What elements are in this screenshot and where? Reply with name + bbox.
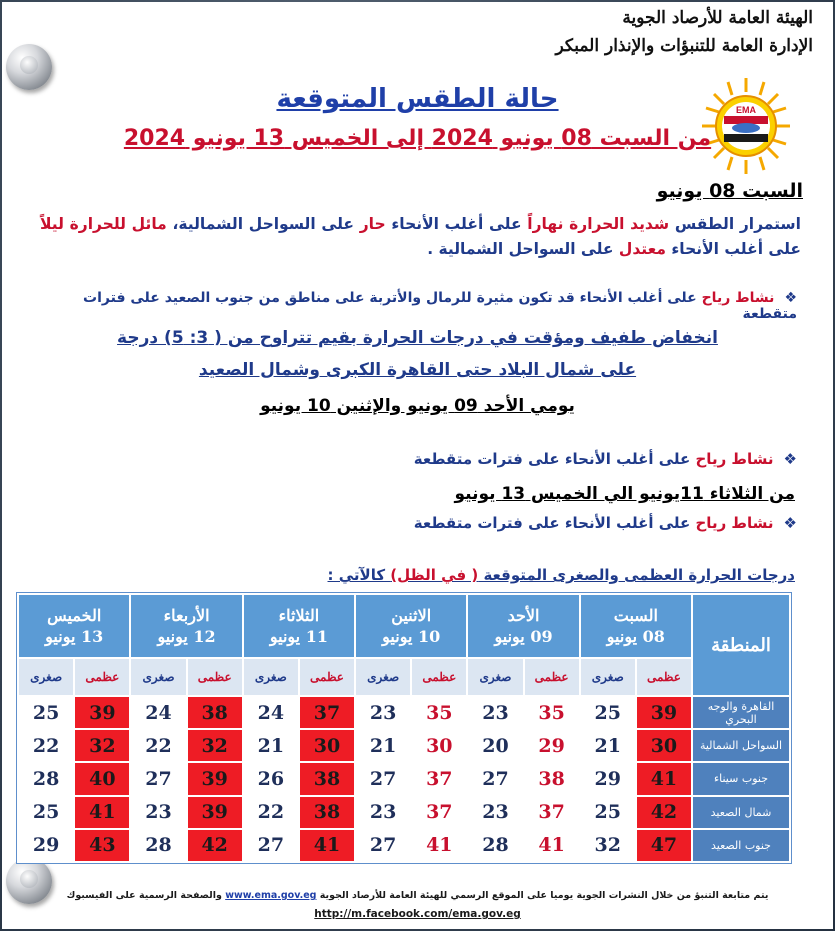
day2-wind-bullet: ❖نشاط رياح على أغلب الأنحاء على فترات متقطعة xyxy=(413,450,797,468)
region-name: السواحل الشمالية xyxy=(693,730,789,761)
max-temp-cell: 39 xyxy=(188,797,242,828)
min-temp-cell: 27 xyxy=(131,763,185,794)
max-temp-cell: 29 xyxy=(525,730,579,761)
pushpin-icon xyxy=(6,858,52,904)
max-temp-cell: 35 xyxy=(412,697,466,728)
day-column-header xyxy=(244,595,354,657)
min-temp-cell: 23 xyxy=(356,697,410,728)
max-temp-cell: 37 xyxy=(300,697,354,728)
temperature-drop-line2: على شمال البلاد حتى القاهرة الكبرى وشمال الصعيد xyxy=(198,360,637,380)
min-temp-cell: 28 xyxy=(468,830,522,861)
max-temp-cell: 32 xyxy=(75,730,129,761)
forecast-period: من السبت 08 يونيو 2024 إلى الخميس 13 يونيو 2024 xyxy=(123,126,712,151)
temperature-drop-line1: انخفاض طفيف ومؤقت في درجات الحرارة بقيم تتراوح من ( 3: 5) درجة xyxy=(117,328,718,348)
website-link[interactable]: www.ema.gov.eg xyxy=(225,890,317,901)
max-temp-header: عظمى xyxy=(637,659,691,695)
day-date: 08 يونيو xyxy=(606,627,665,646)
max-temp-cell: 39 xyxy=(188,763,242,794)
max-temp-cell: 38 xyxy=(300,797,354,828)
table-row xyxy=(19,797,789,828)
max-temp-cell: 42 xyxy=(188,830,242,861)
min-temp-cell: 20 xyxy=(468,730,522,761)
footer-note: يتم متابعة التنبؤ من خلال النشرات الجوية يوميا على الموقع الرسمي للهيئة العامة للأرصاد الجوية www.ema.gov.eg والصفحة الرسمية على الفيسبوك xyxy=(66,890,769,901)
min-temp-cell: 22 xyxy=(19,730,73,761)
min-temp-cell: 24 xyxy=(131,697,185,728)
min-temp-header: صغرى xyxy=(244,659,298,695)
table-row xyxy=(19,830,789,861)
min-temp-cell: 21 xyxy=(581,730,635,761)
day-date: 13 يونيو xyxy=(45,627,104,646)
max-temp-header: عظمى xyxy=(300,659,354,695)
region-name: القاهرة والوجه البحري xyxy=(693,697,789,728)
region-name: جنوب سيناء xyxy=(693,763,789,794)
min-temp-cell: 27 xyxy=(356,763,410,794)
diamond-bullet-icon: ❖ xyxy=(783,450,797,468)
max-temp-cell: 37 xyxy=(412,763,466,794)
max-temp-cell: 38 xyxy=(188,697,242,728)
max-temp-cell: 35 xyxy=(525,697,579,728)
max-temp-cell: 41 xyxy=(637,763,691,794)
min-temp-cell: 22 xyxy=(244,797,298,828)
region-name: جنوب الصعيد xyxy=(693,830,789,861)
day2-heading: يومي الأحد 09 يونيو والإثنين 10 يونيو xyxy=(260,396,575,416)
min-temp-cell: 26 xyxy=(244,763,298,794)
min-temp-cell: 32 xyxy=(581,830,635,861)
day-column-header xyxy=(468,595,578,657)
day-name: الاثنين xyxy=(391,606,432,625)
min-temp-cell: 25 xyxy=(581,797,635,828)
min-temp-header: صغرى xyxy=(581,659,635,695)
max-temp-cell: 41 xyxy=(525,830,579,861)
temperature-table xyxy=(17,593,791,863)
min-temp-cell: 25 xyxy=(581,697,635,728)
logo-text: EMA xyxy=(736,105,756,115)
max-temp-cell: 30 xyxy=(412,730,466,761)
min-temp-header: صغرى xyxy=(19,659,73,695)
day-name: الأربعاء xyxy=(163,606,210,625)
day-date: 09 يونيو xyxy=(494,627,553,646)
max-temp-cell: 47 xyxy=(637,830,691,861)
min-temp-cell: 29 xyxy=(19,830,73,861)
day-column-header xyxy=(581,595,691,657)
min-temp-cell: 25 xyxy=(19,797,73,828)
day-date: 11 يونيو xyxy=(269,627,328,646)
day-name: الأحد xyxy=(507,606,540,625)
min-temp-header: صغرى xyxy=(468,659,522,695)
table-caption: درجات الحرارة العظمى والصغرى المتوقعة ( في الظل) كالآتي : xyxy=(327,566,795,584)
day-date: 10 يونيو xyxy=(382,627,441,646)
day-column-header xyxy=(131,595,241,657)
min-temp-cell: 24 xyxy=(244,697,298,728)
day-date: 12 يونيو xyxy=(157,627,216,646)
table-row xyxy=(19,697,789,728)
temperature-table-container xyxy=(16,592,792,864)
min-temp-header: صغرى xyxy=(356,659,410,695)
min-temp-cell: 21 xyxy=(244,730,298,761)
max-temp-cell: 39 xyxy=(75,697,129,728)
max-temp-cell: 37 xyxy=(412,797,466,828)
min-temp-cell: 28 xyxy=(19,763,73,794)
min-temp-cell: 28 xyxy=(131,830,185,861)
table-row xyxy=(19,763,789,794)
min-temp-cell: 22 xyxy=(131,730,185,761)
day3-heading: من الثلاثاء 11يونيو الي الخميس 13 يونيو xyxy=(454,484,795,504)
max-temp-cell: 41 xyxy=(75,797,129,828)
min-temp-cell: 29 xyxy=(581,763,635,794)
min-temp-cell: 23 xyxy=(468,797,522,828)
max-temp-cell: 30 xyxy=(637,730,691,761)
min-temp-header: صغرى xyxy=(131,659,185,695)
day1-wind-bullet: ❖نشاط رياح على أغلب الأنحاء قد تكون مثيرة للرمال والأتربة على مناطق من جنوب الصعيد على فترات متقطعة xyxy=(83,290,797,322)
facebook-link[interactable]: http://m.facebook.com/ema.gov.eg xyxy=(314,908,521,920)
max-temp-cell: 38 xyxy=(525,763,579,794)
max-temp-cell: 30 xyxy=(300,730,354,761)
day-name: الثلاثاء xyxy=(278,606,320,625)
region-column-header: المنطقة xyxy=(693,595,789,695)
max-temp-cell: 37 xyxy=(525,797,579,828)
min-temp-cell: 23 xyxy=(131,797,185,828)
max-temp-cell: 38 xyxy=(300,763,354,794)
table-row xyxy=(19,730,789,761)
authority-name: الهيئة العامة للأرصاد الجوية xyxy=(622,8,813,28)
max-temp-header: عظمى xyxy=(75,659,129,695)
region-name: شمال الصعيد xyxy=(693,797,789,828)
day1-heading: السبت 08 يونيو xyxy=(656,180,803,202)
day1-description: استمرار الطقس شديد الحرارة نهاراً على أغلب الأنحاء حار على السواحل الشمالية، مائل للحرارة ليلاً على أغلب الأنحاء معتدل على السواحل الشمالية . xyxy=(40,215,801,258)
max-temp-cell: 41 xyxy=(300,830,354,861)
max-temp-header: عظمى xyxy=(412,659,466,695)
day-column-header xyxy=(356,595,466,657)
max-temp-cell: 43 xyxy=(75,830,129,861)
min-temp-cell: 23 xyxy=(468,697,522,728)
max-temp-cell: 39 xyxy=(637,697,691,728)
page-title: حالة الطقس المتوقعة xyxy=(276,84,559,114)
min-temp-cell: 27 xyxy=(244,830,298,861)
day-column-header xyxy=(19,595,129,657)
department-name: الإدارة العامة للتنبؤات والإنذار المبكر xyxy=(555,36,813,56)
max-temp-cell: 32 xyxy=(188,730,242,761)
day-name: السبت xyxy=(613,606,658,625)
min-temp-cell: 27 xyxy=(356,830,410,861)
max-temp-header: عظمى xyxy=(188,659,242,695)
diamond-bullet-icon: ❖ xyxy=(784,290,797,306)
day3-wind-bullet: ❖نشاط رياح على أغلب الأنحاء على فترات متقطعة xyxy=(413,514,797,532)
min-temp-cell: 23 xyxy=(356,797,410,828)
day-name: الخميس xyxy=(47,606,102,625)
max-temp-cell: 40 xyxy=(75,763,129,794)
min-temp-cell: 27 xyxy=(468,763,522,794)
max-temp-header: عظمى xyxy=(525,659,579,695)
diamond-bullet-icon: ❖ xyxy=(783,514,797,532)
min-temp-cell: 21 xyxy=(356,730,410,761)
max-temp-cell: 41 xyxy=(412,830,466,861)
max-temp-cell: 42 xyxy=(637,797,691,828)
min-temp-cell: 25 xyxy=(19,697,73,728)
